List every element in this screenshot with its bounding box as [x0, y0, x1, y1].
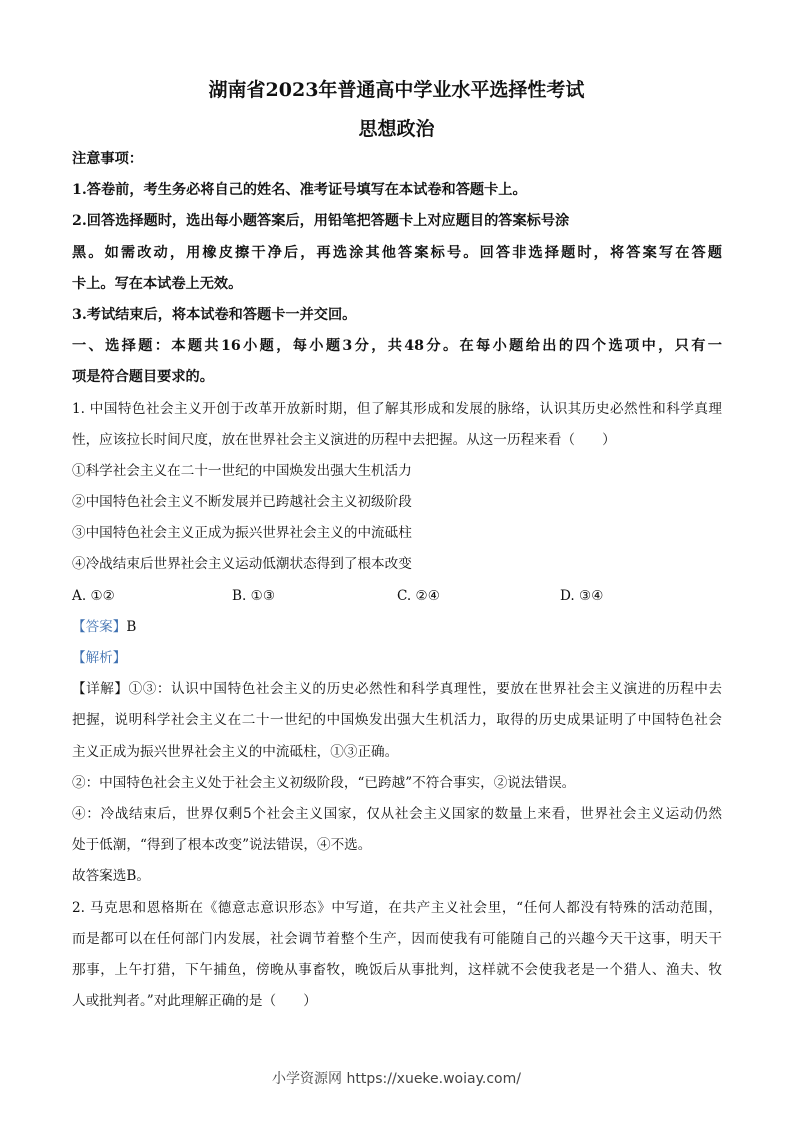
notice-line: 2.回答选择题时，选出每小题答案后，用铅笔把答题卡上对应题目的答案标号涂	[72, 213, 570, 230]
option-b: B. ①③	[232, 587, 276, 604]
section-heading: 一、选择题：本题共16小题，每小题3分，共48分。在每小题给出的四个选项中，只有一	[72, 338, 722, 355]
q1-options	[72, 581, 722, 612]
q1-detail: 主义正成为振兴世界社会主义的中流砥柱，①③正确。	[72, 743, 399, 760]
notice-line: 3.考试结束后，将本试卷和答题卡一并交回。	[72, 306, 357, 323]
q2-stem: 那事，上午打猎，下午捕鱼，傍晚从事畜牧，晚饭后从事批判，这样就不会使我老是一个猎人、渔夫、牧	[72, 961, 722, 978]
q1-statement: ③中国特色社会主义正成为振兴世界社会主义的中流砥柱	[72, 525, 412, 542]
section-heading: 项是符合题目要求的。	[72, 369, 214, 386]
notice-line: 卡上。写在本试卷上无效。	[72, 275, 243, 292]
q1-statement: ①科学社会主义在二十一世纪的中国焕发出强大生机活力	[72, 462, 412, 479]
q2-stem: 而是都可以在任何部门内发展，社会调节着整个生产，因而使我有可能随自己的兴趣今天干这事，明天干	[72, 930, 722, 947]
detail-text: ①③：认识中国特色社会主义的历史必然性和科学真理性，要放在世界社会主义演进的历程中去	[128, 681, 723, 698]
footer-watermark: 小学资源网 https://xueke.woiay.com/	[272, 1071, 521, 1087]
q1-statement: ②中国特色社会主义不断发展并已跨越社会主义初级阶段	[72, 494, 412, 511]
option-d: D. ③④	[560, 587, 604, 604]
notice-line: 黑。如需改动，用橡皮擦干净后，再选涂其他答案标号。回答非选择题时，将答案写在答题	[72, 244, 722, 261]
q1-stem: 1. 中国特色社会主义开创于改革开放新时期，但了解其形成和发展的脉络，认识其历史必然性和科学真理	[72, 400, 722, 417]
q1-detail: 把握，说明科学社会主义在二十一世纪的中国焕发出强大生机活力，取得的历史成果证明了中国特色社会	[72, 712, 722, 729]
analysis-label: 【解析】	[72, 650, 127, 666]
q2-stem: 人或批判者。”对此理解正确的是（ ）	[72, 993, 317, 1010]
detail-label: 【详解】	[72, 681, 129, 698]
q1-detail: ④：冷战结束后，世界仅剩5个社会主义国家，仅从社会主义国家的数量上来看，世界社会主义运动仍然	[72, 805, 722, 822]
q1-answer	[72, 612, 722, 643]
q1-detail: 处于低潮，“得到了根本改变”说法错误，④不选。	[72, 837, 372, 854]
q1-detail: 故答案选B。	[72, 868, 150, 885]
option-a: A. ①②	[72, 587, 115, 604]
notice-heading: 注意事项：	[72, 151, 143, 167]
q2-stem: 2. 马克思和恩格斯在《德意志意识形态》中写道，在共产主义社会里，“任何人都没有特殊的活动范围，	[72, 899, 722, 916]
answer-value: B	[126, 618, 137, 635]
notice-line: 1.答卷前，考生务必将自己的姓名、准考证号填写在本试卷和答题卡上。	[72, 182, 527, 199]
q1-stem: 性，应该拉长时间尺度，放在世界社会主义演进的历程中去把握。从这一历程来看（ ）	[72, 431, 616, 448]
exam-subject: 思想政治	[358, 118, 435, 140]
option-c: C. ②④	[397, 587, 440, 604]
q1-statement: ④冷战结束后世界社会主义运动低潮状态得到了根本改变	[72, 556, 412, 573]
q1-detail	[72, 674, 722, 705]
document-body	[72, 144, 722, 1017]
answer-label: 【答案】	[72, 618, 127, 635]
q1-detail: ②：中国特色社会主义处于社会主义初级阶段，“已跨越”不符合事实，②说法错误。	[72, 774, 576, 791]
exam-title: 湖南省2023年普通高中学业水平选择性考试	[208, 79, 585, 101]
